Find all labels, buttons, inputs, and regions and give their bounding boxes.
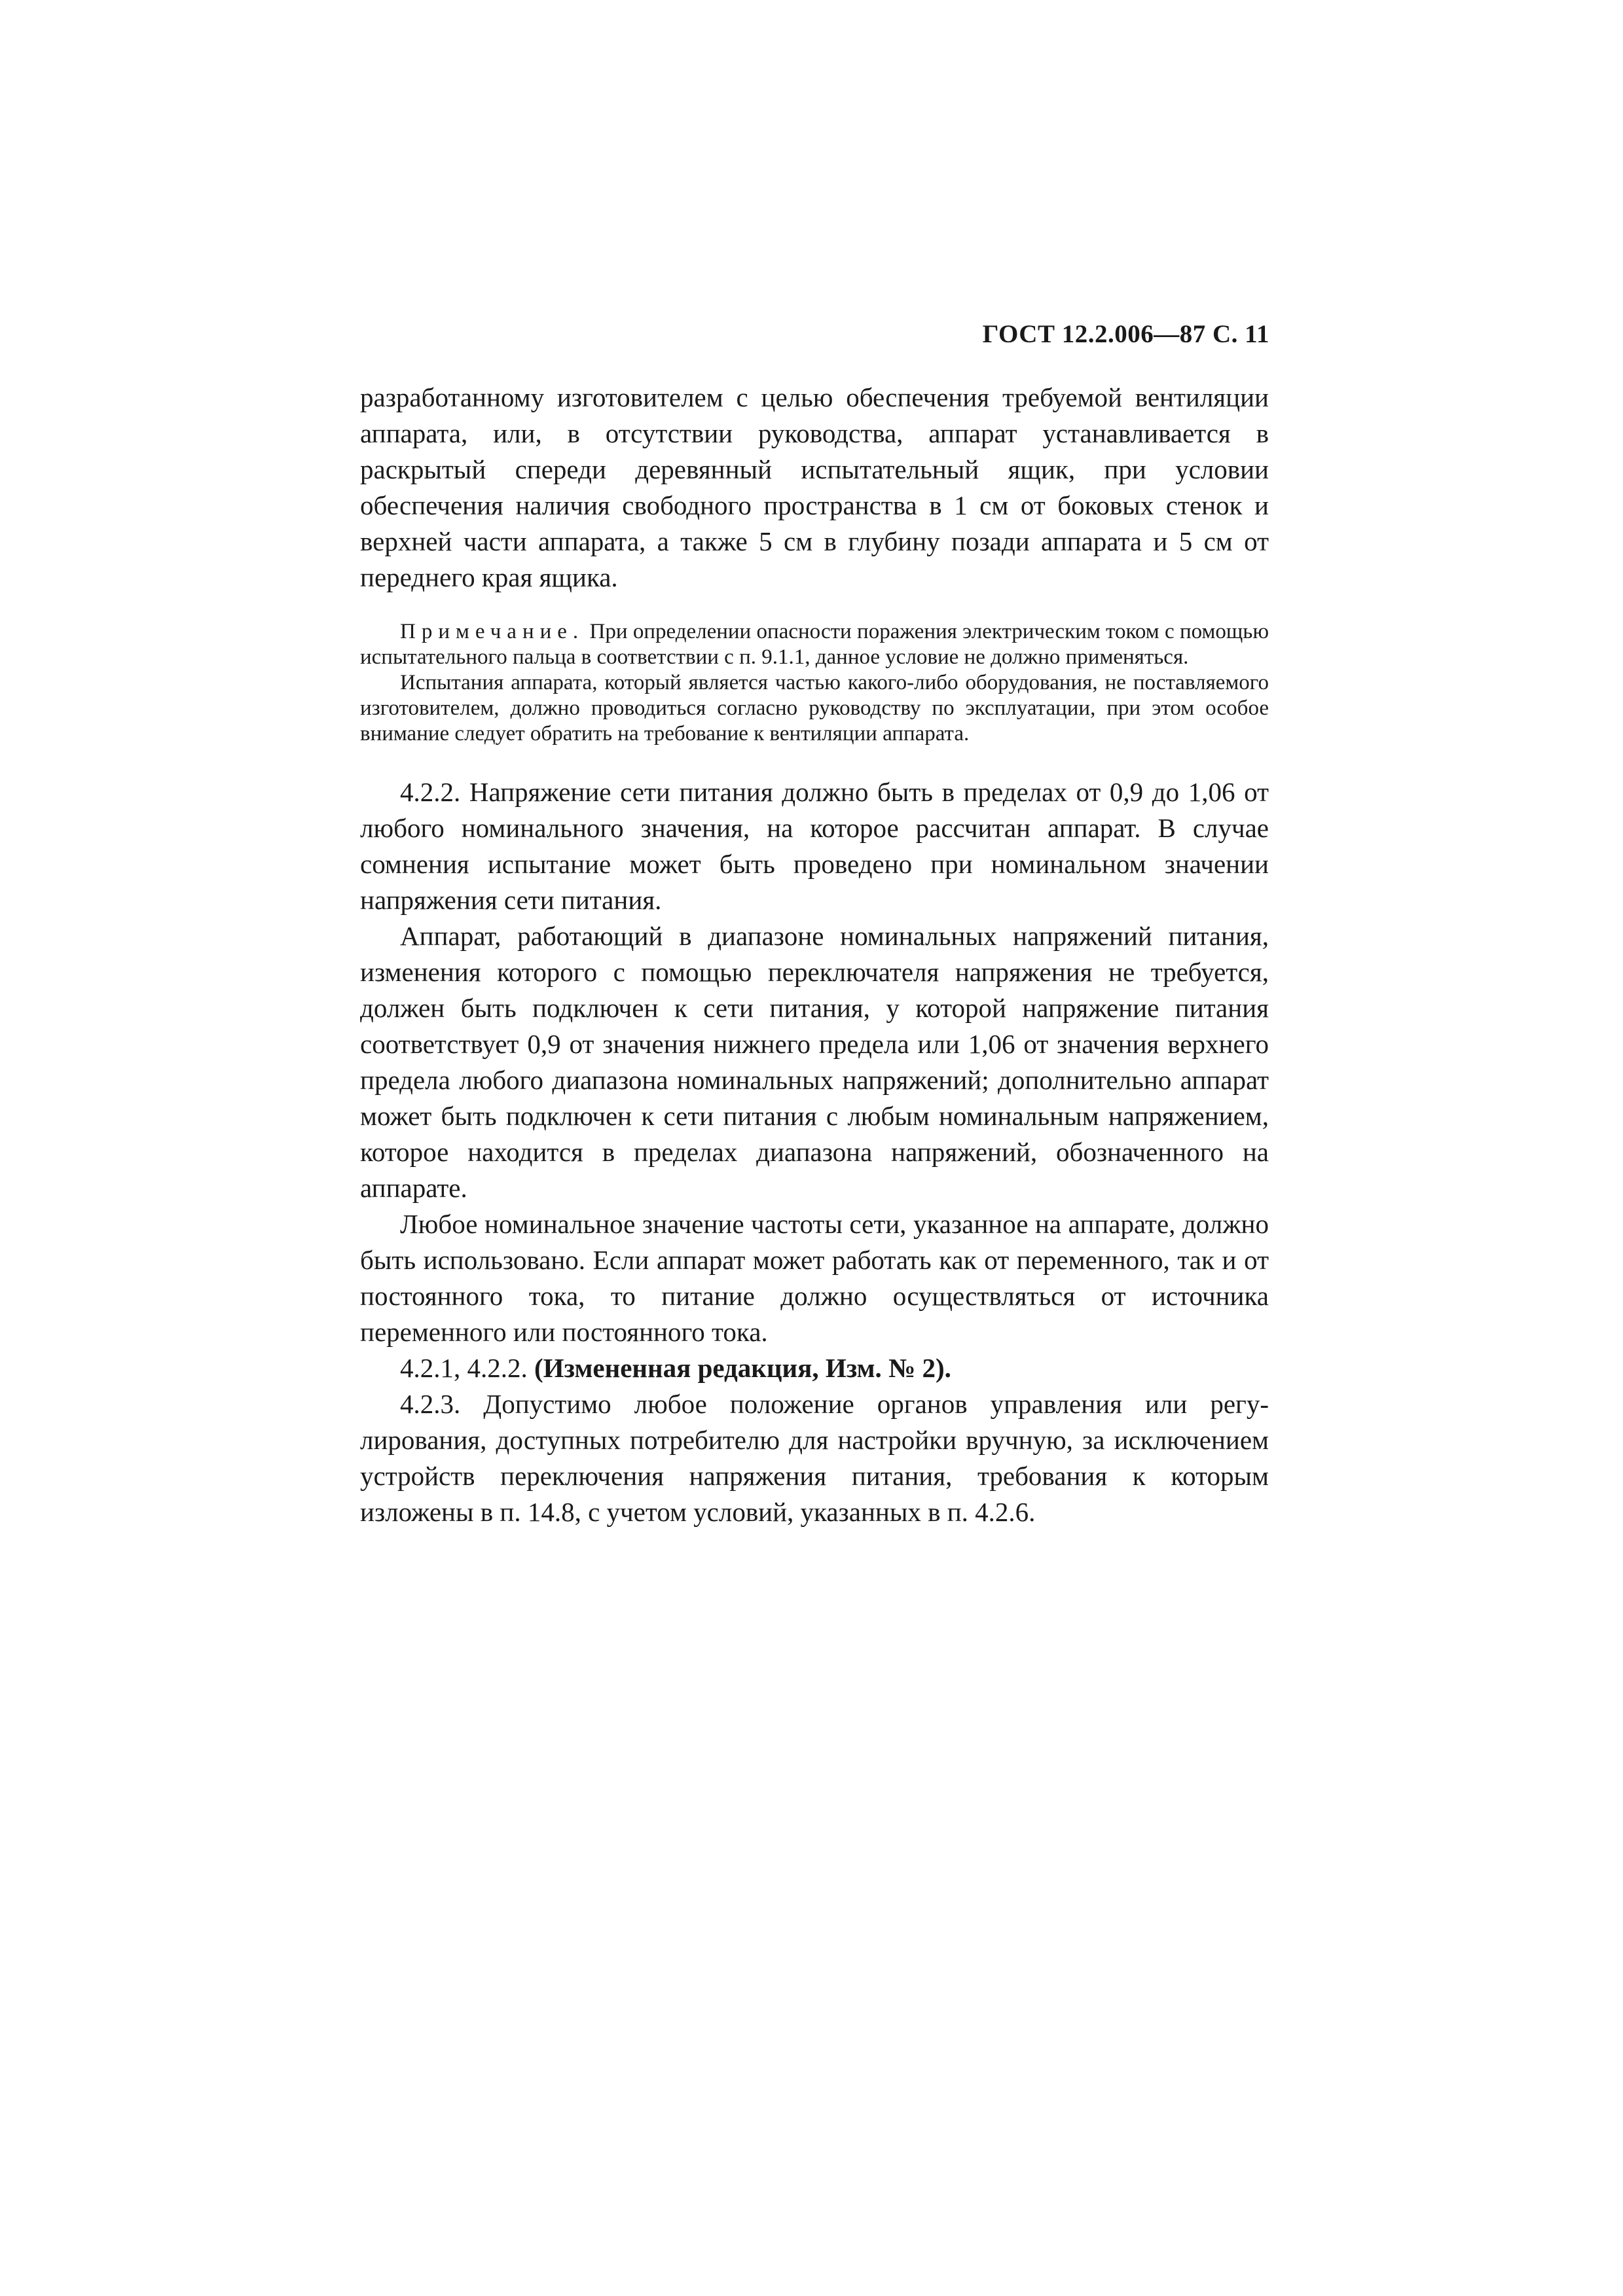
paragraph-4-2-2-apparatus: Аппарат, работающий в диапазоне номинальных напряжений питания, изменения которого с помощью переключателя напряжения не требуется, должен быть подключен к сети питания, у которой напряжение питания соответствует 0,9 от значения нижнего предела или 1,06 от значения верхнего предела любого диапазона номинальных напряжений; дополнительно аппарат может быть подключен к сети питания с любым номинальным напряжением, которое находится в пределах диапазона напряжений, обозначенного на аппарате.: [360, 921, 1269, 1203]
note-label: Примечание.: [400, 620, 585, 643]
amendment-refs: 4.2.1, 4.2.2.: [400, 1353, 534, 1383]
note-text-1: При определении опасности поражения электрическим током с помощью испытательного пальца в соответствии с п. 9.1.1, данное условие не должно применяться.: [360, 620, 1269, 669]
note-paragraph-2: Испытания аппарата, который является частью какого-либо оборудования, не поставляемого изготовителем, должно проводиться согласно руководству по эксплуатации, при этом особое внимание следует обратить на требование к вентиляции аппарата.: [360, 671, 1269, 745]
intro-paragraph: разработанному изготовителем с целью обеспечения требуемой вентиляции аппарата, или, в отсутствии руководства, аппарат устанавливается в раскрытый спереди деревянный испытательный ящик, при условии обеспечения наличия свободного пространства в 1 см от боковых стенок и верхней части аппарата, а также 5 см в глубину позади аппарата и 5 см от переднего края ящика.: [360, 382, 1269, 592]
amendment-note: [360, 1350, 1269, 1386]
amendment-label: (Измененная редакция, Изм. № 2).: [534, 1353, 951, 1383]
note-block: [360, 619, 1269, 747]
note-paragraph-1: [360, 619, 1269, 670]
paragraph-4-2-2-frequency: Любое номинальное значение частоты сети, указанное на аппарате, должно быть использовано. Если аппарат может работать как от переменного, так и от постоянного тока, то питание должно осуществляться от источника переменного или постоянного тока.: [360, 1209, 1269, 1347]
paragraph-4-2-3: 4.2.3. Допустимо любое положение органов управления или регулирования, доступных потребителю для настройки вручную, за исключением устройств переключения напряжения питания, требования к которым изложены в п. 14.8, с учетом условий, указанных в п. 4.2.6.: [360, 1389, 1269, 1527]
document-body: [360, 380, 1269, 1530]
page-header: ГОСТ 12.2.006—87 С. 11: [982, 320, 1269, 348]
paragraph-4-2-2: 4.2.2. Напряжение сети питания должно быть в пределах от 0,9 до 1,06 от любого номинального значения, на которое рассчитан аппарат. В случае сомнения испытание может быть проведено при номинальном значении напряжения сети питания.: [360, 777, 1269, 915]
